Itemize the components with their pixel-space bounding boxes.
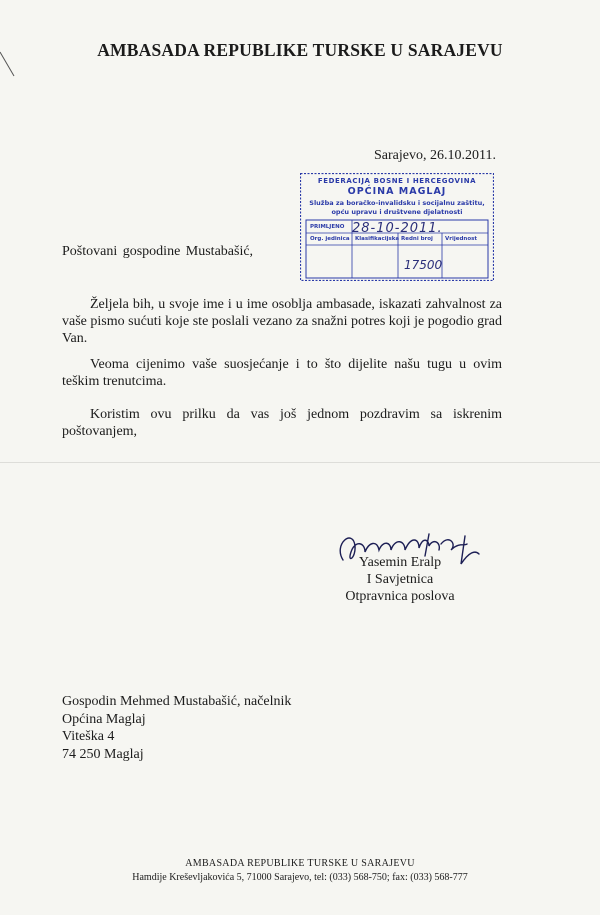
recipient-city: 74 250 Maglaj: [62, 746, 144, 762]
stamp-handwritten-number: 17500: [404, 258, 443, 272]
recipient-address: [62, 693, 291, 763]
signatory-name: Yasemin Eralp: [358, 555, 442, 570]
signatory-role: Otpravnica poslova: [345, 589, 455, 604]
stamp-received-label: PRIMLJENO: [310, 224, 345, 230]
stamp-federation: FEDERACIJA BOSNE I HERCEGOVINA: [317, 177, 477, 185]
salutation: Poštovani gospodine Mustabašić,: [62, 244, 254, 259]
letter-date: Sarajevo, 26.10.2011.: [374, 148, 496, 163]
recipient-name: Gospodin Mehmed Mustabašić, načelnik: [62, 694, 292, 709]
recipient-organization: Općina Maglaj: [62, 711, 146, 727]
stamp-municipality: OPĆINA MAGLAJ: [347, 186, 447, 197]
recipient-street: Viteška 4: [62, 729, 115, 744]
body-paragraph-1: Željela bih, u svoje ime i u ime osoblja ambasade, iskazati zahvalnost za vaše pismo sućuti koje ste poslali vezano za snažni potres koji je pogodio grad Van.: [62, 297, 502, 346]
body-paragraph-3: Koristim ovu prilku da vas još jednom pozdravim sa iskrenim poštovanjem,: [62, 407, 502, 439]
body-paragraph-2: Veoma cijenimo vaše suosjećanje i to što dijelite našu tugu u ovim teškim trenutcima.: [62, 357, 502, 389]
stamp-col-number: Redni broj: [401, 236, 433, 242]
footer-address: Hamdije Kreševljakovića 5, 71000 Sarajevo, tel: (033) 568-750; fax: (033) 568-777: [132, 872, 468, 883]
stamp-col-value: Vrijednost: [445, 236, 478, 242]
footer-embassy-name: AMBASADA REPUBLIKE TURSKE U SARAJEVU: [185, 858, 415, 869]
stamp-service-line2: opću upravu i društvene djelatnosti: [331, 208, 463, 216]
stamp-service-line1: Služba za boračko-invalidsku i socijalnu zaštitu,: [309, 199, 485, 207]
fold-crease: [0, 462, 600, 463]
stamp-col-unit: Org. jedinica: [310, 236, 350, 242]
signatory-title: I Savjetnica: [366, 572, 434, 587]
letterhead-title: AMBASADA REPUBLIKE TURSKE U SARAJEVU: [97, 40, 503, 60]
stamp-col-class: Klasifikacijska: [355, 236, 400, 242]
stamp-handwritten-date: 28-10-2011.: [352, 221, 443, 236]
signature-block: [300, 554, 500, 605]
